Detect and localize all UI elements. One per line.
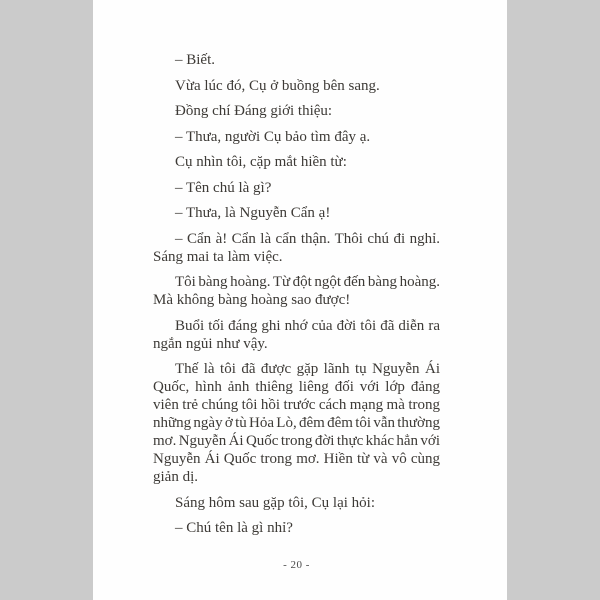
paragraph <box>153 153 440 171</box>
paragraph <box>153 179 440 197</box>
photo-background-left <box>0 0 93 600</box>
text-line: – Chú tên là gì nhỉ? <box>175 520 293 536</box>
paragraph <box>153 494 440 512</box>
paragraph <box>153 51 440 69</box>
text-line: viên trẻ chúng tôi hồi trước cách mạng mà trong <box>153 397 440 413</box>
paragraph <box>153 273 440 309</box>
text-line: Cụ nhìn tôi, cặp mắt hiền từ: <box>175 154 347 170</box>
paragraph <box>153 102 440 120</box>
text-line: – Cẩn à! Cẩn là cẩn thận. Thôi chú đi nghỉ. <box>175 230 440 247</box>
text-line: mơ. Nguyễn Ái Quốc trong đời thực khác hẳn với <box>153 433 440 449</box>
text-line: Đồng chí Đáng giới thiệu: <box>175 103 333 119</box>
paragraph <box>153 204 440 222</box>
paragraph <box>153 77 440 95</box>
text-line: Sáng hôm sau gặp tôi, Cụ lại hỏi: <box>175 494 375 511</box>
paragraph <box>153 360 440 486</box>
text-line: Nguyễn Ái Quốc trong mơ. Hiền từ và vô cùng <box>153 451 440 467</box>
paragraph <box>153 230 440 266</box>
text-line: ngắn ngủi như vậy. <box>153 335 268 352</box>
text-line: Vừa lúc đó, Cụ ở buồng bên sang. <box>175 77 380 94</box>
book-page <box>93 0 507 600</box>
text-line: những ngày ở tù Hỏa Lò, đêm đêm tôi vẫn thường <box>153 415 440 431</box>
text-line: Buổi tối đáng ghi nhớ của đời tôi đã diễn ra <box>175 317 440 334</box>
text-line: Tôi bàng hoàng. Từ đột ngột đến bàng hoàng. <box>175 274 440 290</box>
text-line: Mà không bàng hoàng sao được! <box>153 292 351 308</box>
text-line: Thế là tôi đã được gặp lãnh tụ Nguyễn Ái <box>175 361 440 377</box>
paragraph <box>153 317 440 353</box>
text-line: giản dị. <box>153 469 198 485</box>
text-line: Quốc, hình ảnh thiêng liêng đối với lớp đảng <box>153 379 440 395</box>
text-line: – Tên chú là gì? <box>175 179 272 196</box>
paragraph <box>153 519 440 537</box>
page-text <box>153 51 440 537</box>
page-number: - 20 - <box>283 559 310 571</box>
paragraph <box>153 128 440 146</box>
text-line: – Thưa, người Cụ bảo tìm đây ạ. <box>175 128 371 145</box>
text-line: Sáng mai ta làm việc. <box>153 248 283 265</box>
text-line: – Biết. <box>175 52 215 68</box>
photo-background-right <box>507 0 600 600</box>
text-line: – Thưa, là Nguyễn Cẩn ạ! <box>175 205 331 221</box>
